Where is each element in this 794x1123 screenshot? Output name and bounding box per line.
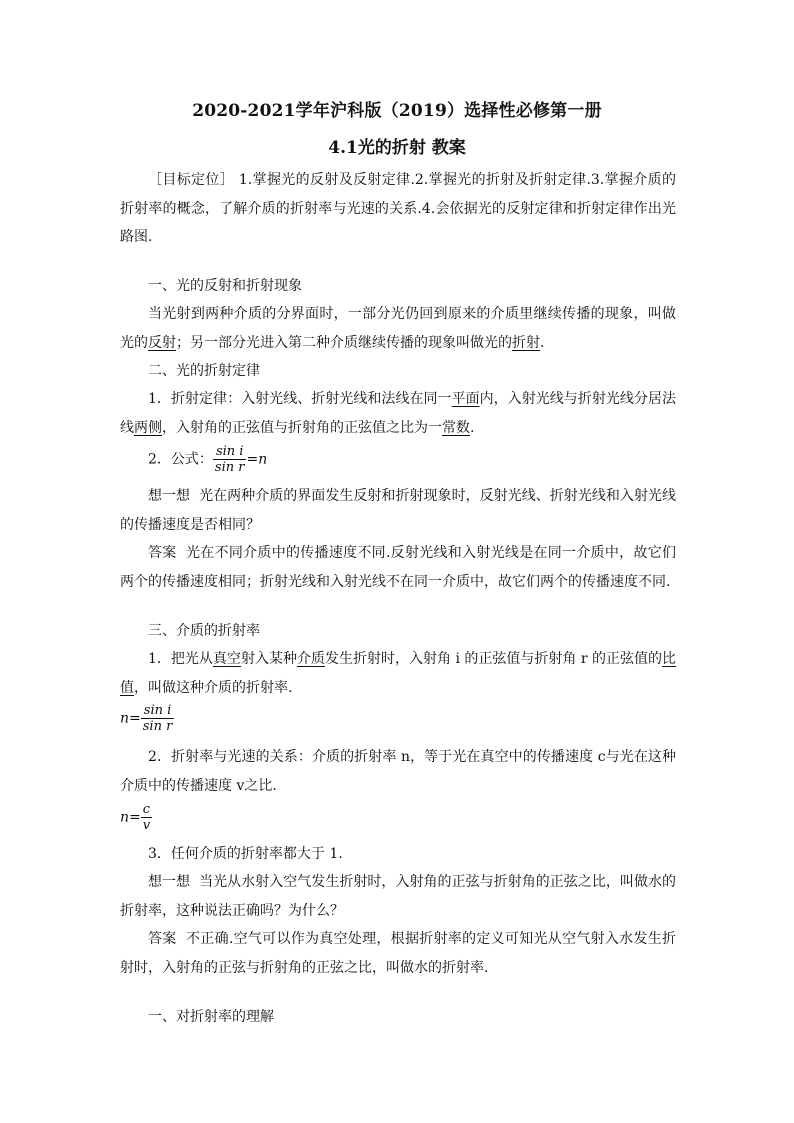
term-medium: 介质 [296,651,325,667]
text-span: 射入某种 [240,651,297,667]
text-span: . [470,419,475,436]
think-text: 光在两种介质的界面发生反射和折射现象时，反射光线、折射光线和入射光线的传播速度是否相同？ [120,488,677,533]
title-line-2: 4.1光的折射 教案 [328,138,466,158]
formula-fraction [213,444,247,475]
formula-lhs: n= [120,710,141,727]
answer-label: 答案 [148,545,177,561]
text-span: 发生折射时，入射角 i 的正弦值与折射角 r 的正弦值的 [324,651,663,667]
index-formula-sine [120,703,174,734]
term-ratio: 比值 [120,651,677,696]
fraction-denominator: sin r [142,719,173,734]
title-line-1: 2020-2021学年沪科版（2019）选择性必修第一册 [192,101,602,121]
fraction-denominator: sin r [214,460,245,475]
formula-fraction [141,802,152,833]
fraction-numerator: sin i [213,444,247,460]
answer-paragraph-1 [120,539,676,596]
text-span: 1．折射定律：入射光线、折射光线和法线在同一 [148,391,452,407]
index-greater-than-one: 3．任何介质的折射率都大于 1. [148,846,343,862]
formula-rhs: =n [246,451,268,468]
text-span: ；另一部分光进入第二种介质继续传播的现象叫做光的 [176,334,512,351]
answer-label: 答案 [148,931,177,947]
fraction-numerator: sin i [141,703,175,719]
term-vacuum: 真空 [212,651,241,667]
refraction-law-paragraph [120,385,676,442]
text-span: . [540,334,545,351]
formula-fraction [141,703,175,734]
think-paragraph-2 [120,868,676,925]
answer-paragraph-2 [120,925,676,982]
goal-paragraph: ［目标定位］ 1.掌握光的反射及反射定律.2.掌握光的折射及折射定律.3.掌握介质的折射率的概念，了解介质的折射率与光速的关系.4.会依据光的反射定律和折射定律作出光路图. [120,172,676,245]
term-two-sides: 两侧 [134,419,162,436]
section-heading-refraction-law: 二、光的折射定律 [148,363,260,379]
index-formula-speed [120,802,152,833]
term-constant: 常数 [442,419,470,436]
formula-lhs: n= [120,809,141,826]
text-span: ，叫做这种介质的折射率. [134,679,293,696]
formula-label: 2．公式： [148,451,213,468]
text-span: 1．把光从 [148,651,213,667]
text-span: 当光射到两种介质的分界面时，一部分光仍回到原来的介质里继续传播的现象，叫做光的 [120,306,676,351]
term-refraction: 折射 [512,334,540,351]
term-reflection: 反射 [148,334,176,351]
answer-text: 光在不同介质中的传播速度不同.反射光线和入射光线是在同一介质中，故它们两个的传播速度相同；折射光线和入射光线不在同一介质中，故它们两个的传播速度不同. [120,545,676,590]
reflection-definition-paragraph [120,300,676,357]
section-heading-refractive-index: 三、介质的折射率 [148,623,260,639]
answer-text: 不正确.空气可以作为真空处理，根据折射率的定义可知光从空气射入水发生折射时，入射角的正弦与折射角的正弦之比，叫做水的折射率. [120,931,676,976]
think-label: 想一想 [148,874,191,890]
snell-formula [120,444,267,475]
think-paragraph-1 [120,482,676,539]
think-text: 当光从水射入空气发生折射时，入射角的正弦与折射角的正弦之比，叫做水的折射率，这种说法正确吗？为什么？ [120,874,677,919]
index-definition-paragraph [120,645,676,702]
term-plane: 平面 [451,391,480,407]
text-span: ，入射角的正弦值与折射角的正弦值之比为一 [162,419,442,436]
section-heading-understanding-index: 一、对折射率的理解 [148,1009,274,1025]
index-speed-relation-paragraph: 2．折射率与光速的关系：介质的折射率 n，等于光在真空中的传播速度 c与光在这种介质中的传播速度 v之比. [120,749,676,794]
fraction-numerator: c [141,802,152,818]
section-heading-reflection-refraction: 一、光的反射和折射现象 [148,278,302,294]
text-span: 内，入射光线与折射光线分居法线 [120,391,677,436]
fraction-denominator: v [142,818,151,833]
think-label: 想一想 [148,488,191,504]
